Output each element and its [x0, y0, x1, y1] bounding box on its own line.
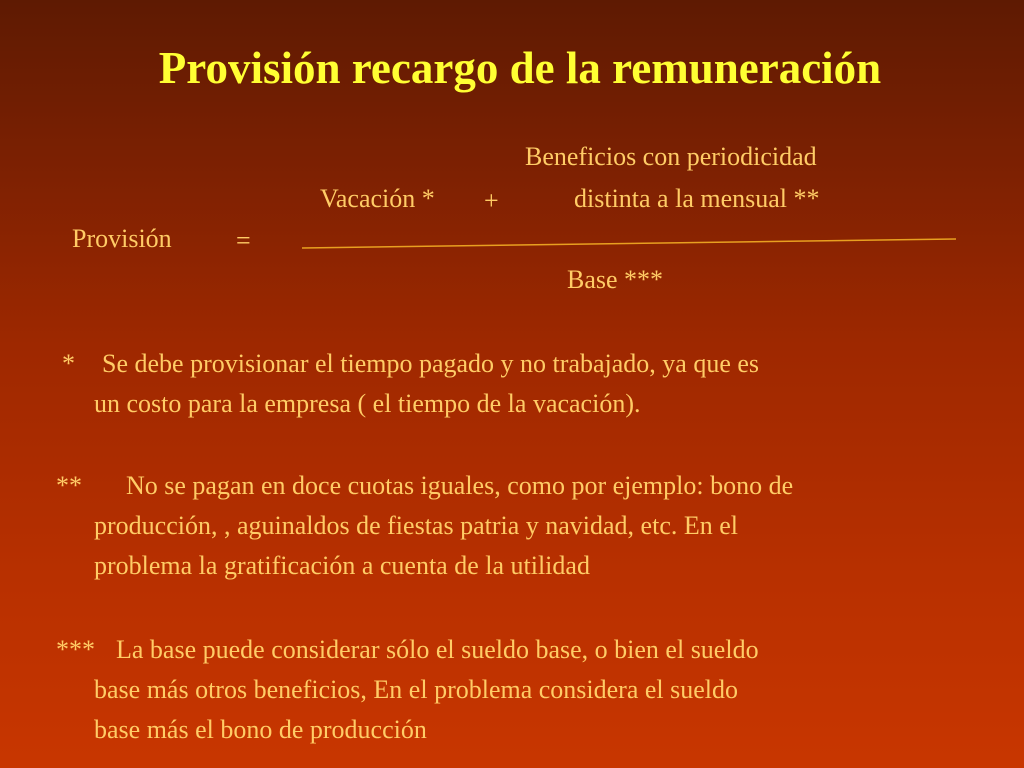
formula-plus: + — [484, 186, 499, 215]
slide-title: Provisión recargo de la remuneración — [158, 43, 882, 93]
note-marker: ** — [56, 471, 82, 500]
formula-term2-line1: Beneficios con periodicidad — [525, 142, 817, 171]
note-line: Se debe provisionar el tiempo pagado y no trabajado, ya que es — [102, 349, 760, 378]
note-base — [56, 630, 1016, 750]
note-line: producción, , aguinaldos de fiestas patria y navidad, etc. En el — [94, 511, 739, 540]
note-benefits — [56, 466, 1016, 586]
note-marker: *** — [56, 635, 95, 664]
formula-term2-line2: distinta a la mensual ** — [574, 184, 820, 213]
note-line: base más otros beneficios, En el problema considera el sueldo — [94, 675, 739, 704]
note-line: La base puede considerar sólo el sueldo base, o bien el sueldo — [116, 635, 759, 664]
note-line: un costo para la empresa ( el tiempo de la vacación). — [94, 389, 641, 418]
formula-lhs: Provisión — [72, 224, 172, 253]
formula-term1: Vacación * — [320, 184, 435, 213]
formula-equals: = — [236, 226, 251, 255]
note-line: No se pagan en doce cuotas iguales, como por ejemplo: bono de — [126, 471, 794, 500]
note-line: base más el bono de producción — [94, 715, 427, 744]
fraction-line — [300, 236, 960, 252]
note-line: problema la gratificación a cuenta de la utilidad — [94, 551, 590, 580]
formula-denominator: Base *** — [567, 265, 664, 294]
note-marker: * — [62, 349, 75, 378]
note-vacation — [56, 344, 1016, 424]
